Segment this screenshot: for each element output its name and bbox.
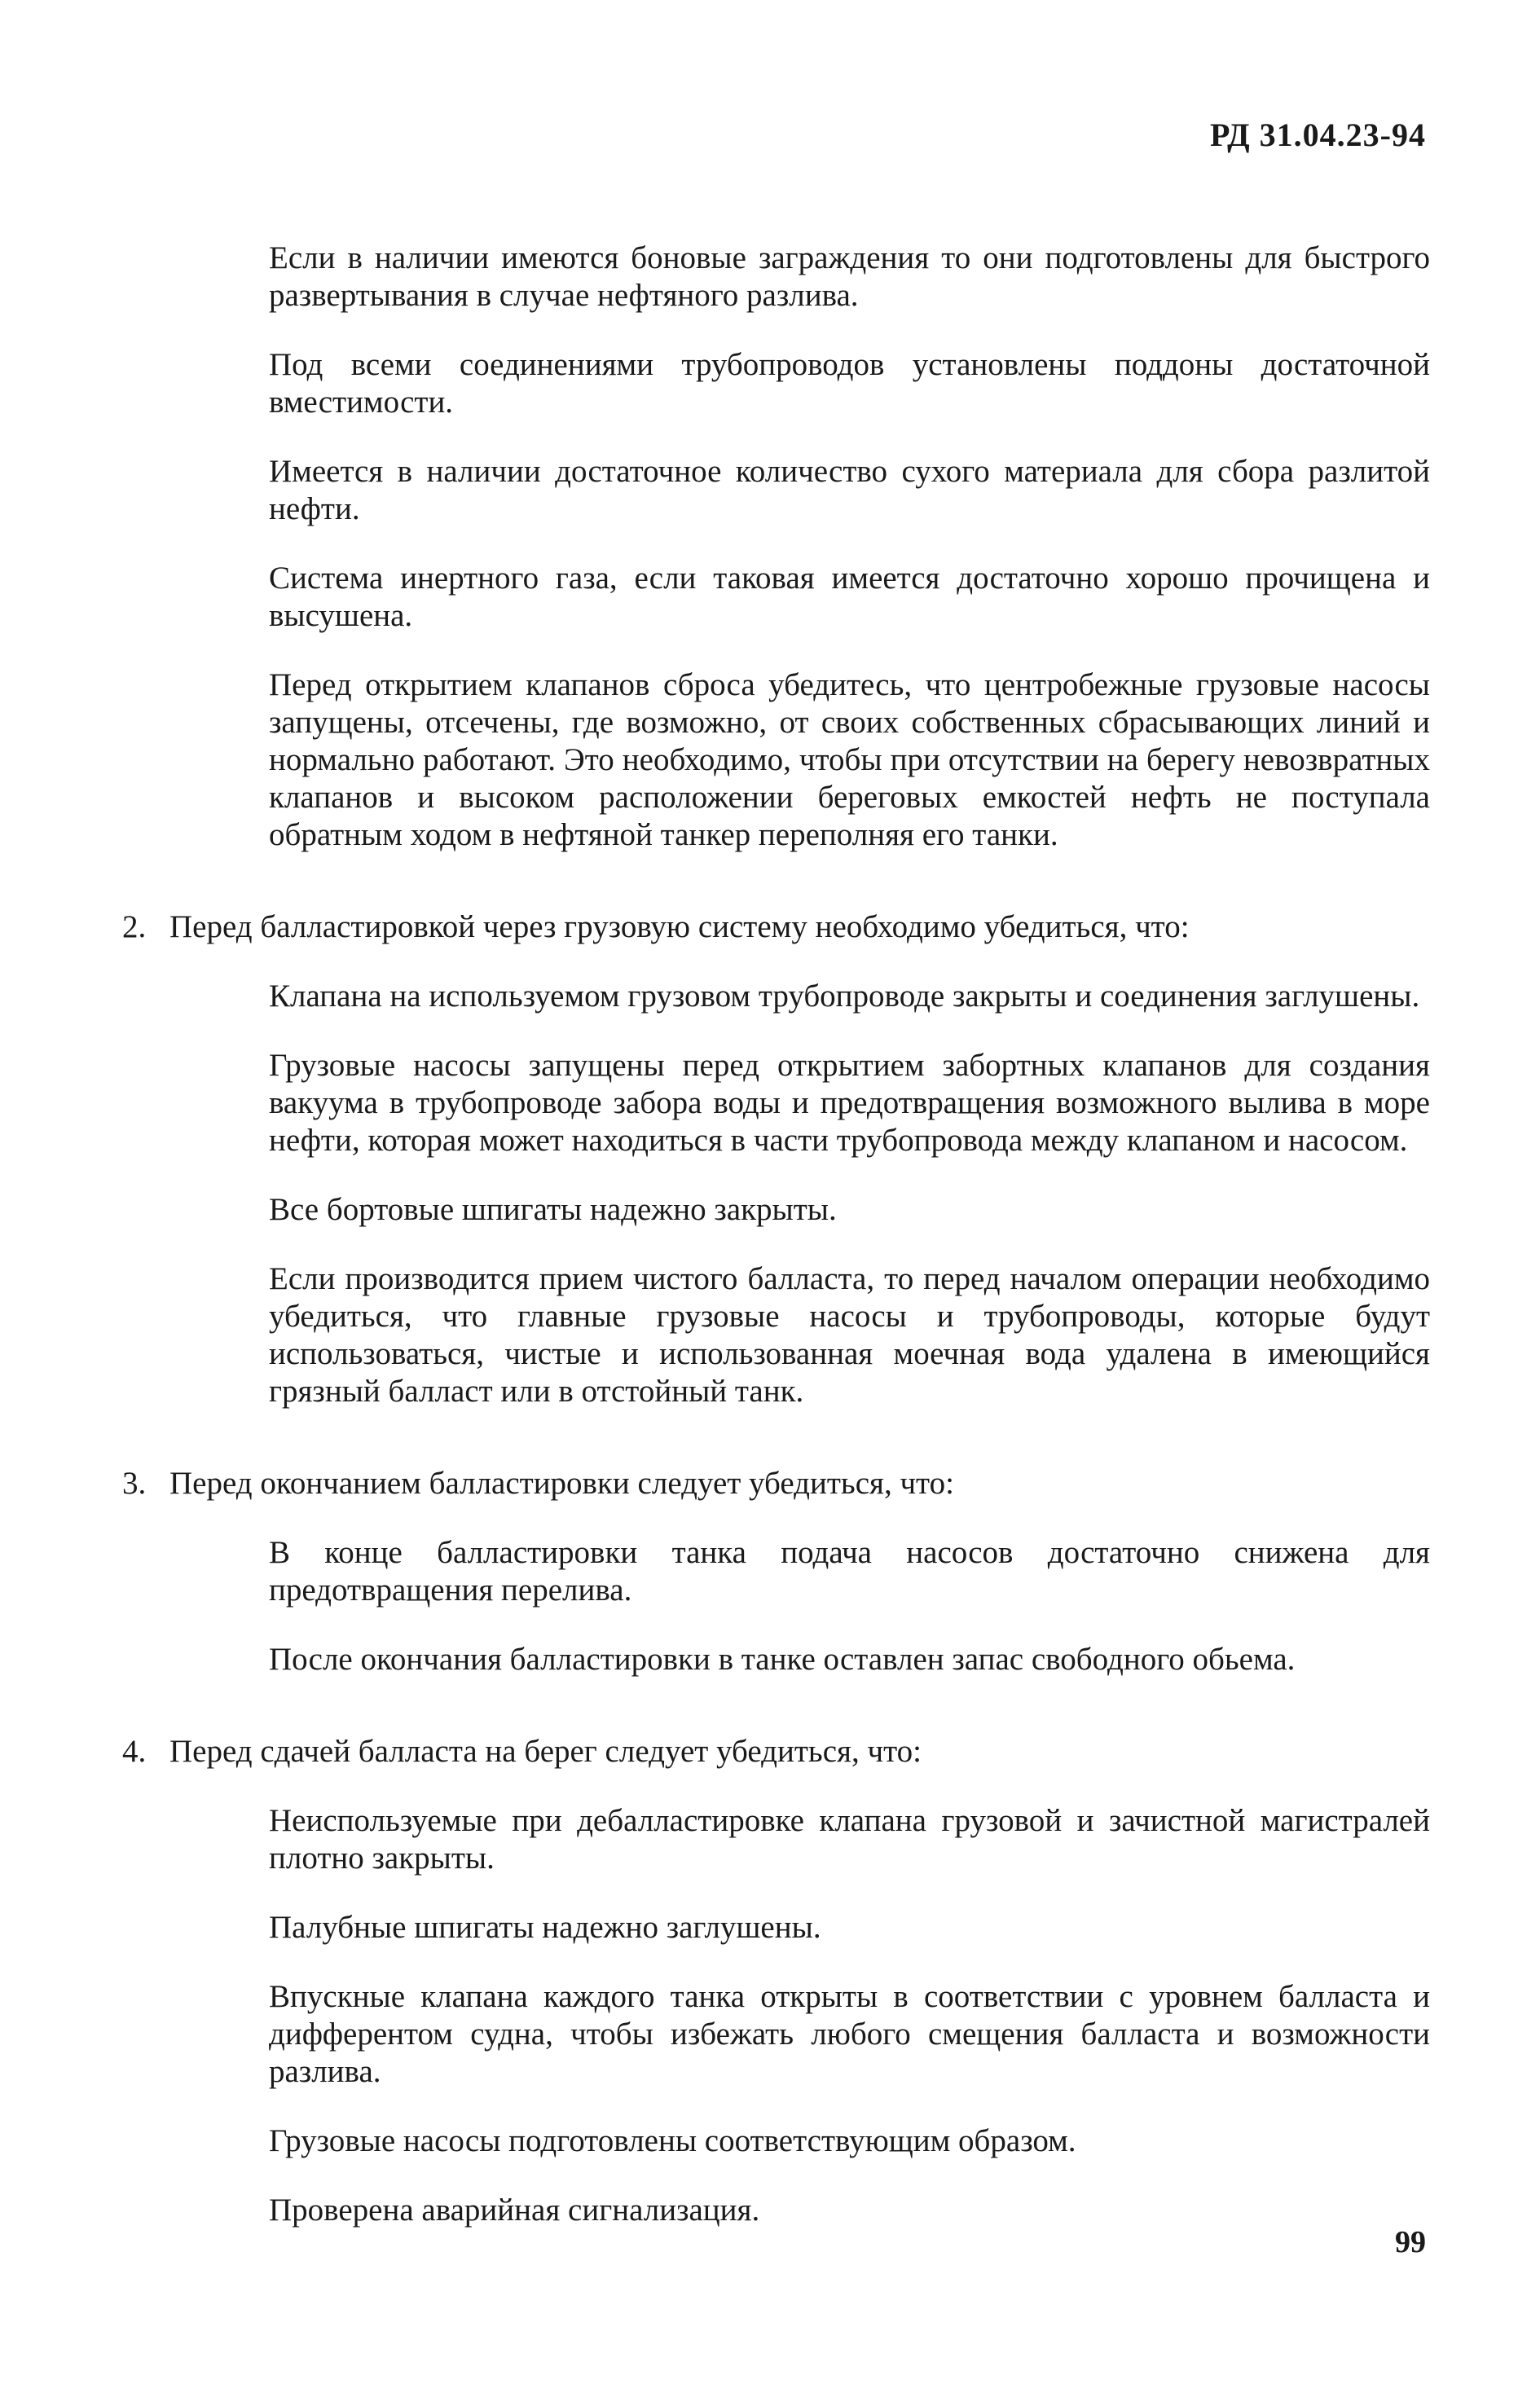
section-paragraph: Впускные клапана каждого танка открыты в соответствии с уровнем балласта и дифферентом судна, чтобы избежать любого смещения балласта и возможности разлива. [269,1979,1430,2089]
section-2 [122,908,1430,1410]
page-number: 99 [1395,2225,1426,2259]
intro-paragraph: Система инертного газа, если таковая имеется достаточно хорошо прочищена и высушена. [269,561,1430,633]
intro-paragraph: Под всеми соединениями трубопроводов установлены поддоны достаточной вместимости. [269,347,1430,420]
section-paragraph: Неиспользуемые при дебалластировке клапана грузовой и зачистной магистралей плотно закрыты. [269,1803,1430,1876]
section-heading-text: Перед сдачей балласта на берег следует убедиться, что: [169,1734,922,1769]
section-paragraph: Палубные шпигаты надежно заглушены. [269,1910,821,1945]
section-number: 4. [122,1734,147,1769]
document-body [122,208,1430,2248]
intro-paragraph: Имеется в наличии достаточное количество сухого материала для сбора разлитой нефти. [269,454,1430,526]
section-paragraph: В конце балластировки танка подача насосов достаточно снижена для предотвращения перелива. [269,1535,1430,1608]
section-heading [122,908,1430,946]
section-number: 3. [122,1466,147,1501]
section-paragraph: Если производится прием чистого балласта, то перед началом операции необходимо убедиться, что главные грузовые насосы и трубопроводы, которые будут использоваться, чистые и использованная моечная вода удалена в имеющийся грязный балласт или в отстойный танк. [269,1261,1430,1409]
section-paragraph: После окончания балластировки в танке оставлен запас свободного обьема. [269,1642,1296,1677]
section-heading [122,1733,1430,1770]
section-heading-text: Перед окончанием балластировки следует убедиться, что: [169,1466,954,1501]
document-code: РД 31.04.23-94 [1210,117,1426,153]
intro-paragraph: Если в наличии имеются боновые заграждения то они подготовлены для быстрого развертывания в случае нефтяного разлива. [269,240,1430,313]
section-heading [122,1465,1430,1502]
section-paragraph: Проверена аварийная сигнализация. [269,2193,760,2228]
section-paragraph: Все бортовые шпигаты надежно закрыты. [269,1192,837,1227]
section-4 [122,1733,1430,2229]
section-number: 2. [122,909,147,944]
intro-block [122,240,1430,854]
section-paragraph: Грузовые насосы подготовлены соответствующим образом. [269,2123,1076,2158]
section-paragraph: Клапана на используемом грузовом трубопроводе закрыты и соединения заглушены. [269,979,1420,1014]
intro-paragraph: Перед открытием клапанов сброса убедитесь, что центробежные грузовые насосы запущены, отсечены, где возможно, от своих собственных сбрасывающих линий и нормально работают. Это необходимо, чтобы при отсутствии на берегу невозвратных клапанов и высоком расположении береговых емкостей нефть не поступала обратным ходом в нефтяной танкер переполняя его танки. [269,667,1430,852]
section-paragraph: Грузовые насосы запущены перед открытием забортных клапанов для создания вакуума в трубопроводе забора воды и предотвращения возможного вылива в море нефти, которая может находиться в части трубопровода между клапаном и насосом. [269,1048,1430,1158]
section-heading-text: Перед балластировкой через грузовую систему необходимо убедиться, что: [169,909,1190,944]
section-3 [122,1465,1430,1678]
